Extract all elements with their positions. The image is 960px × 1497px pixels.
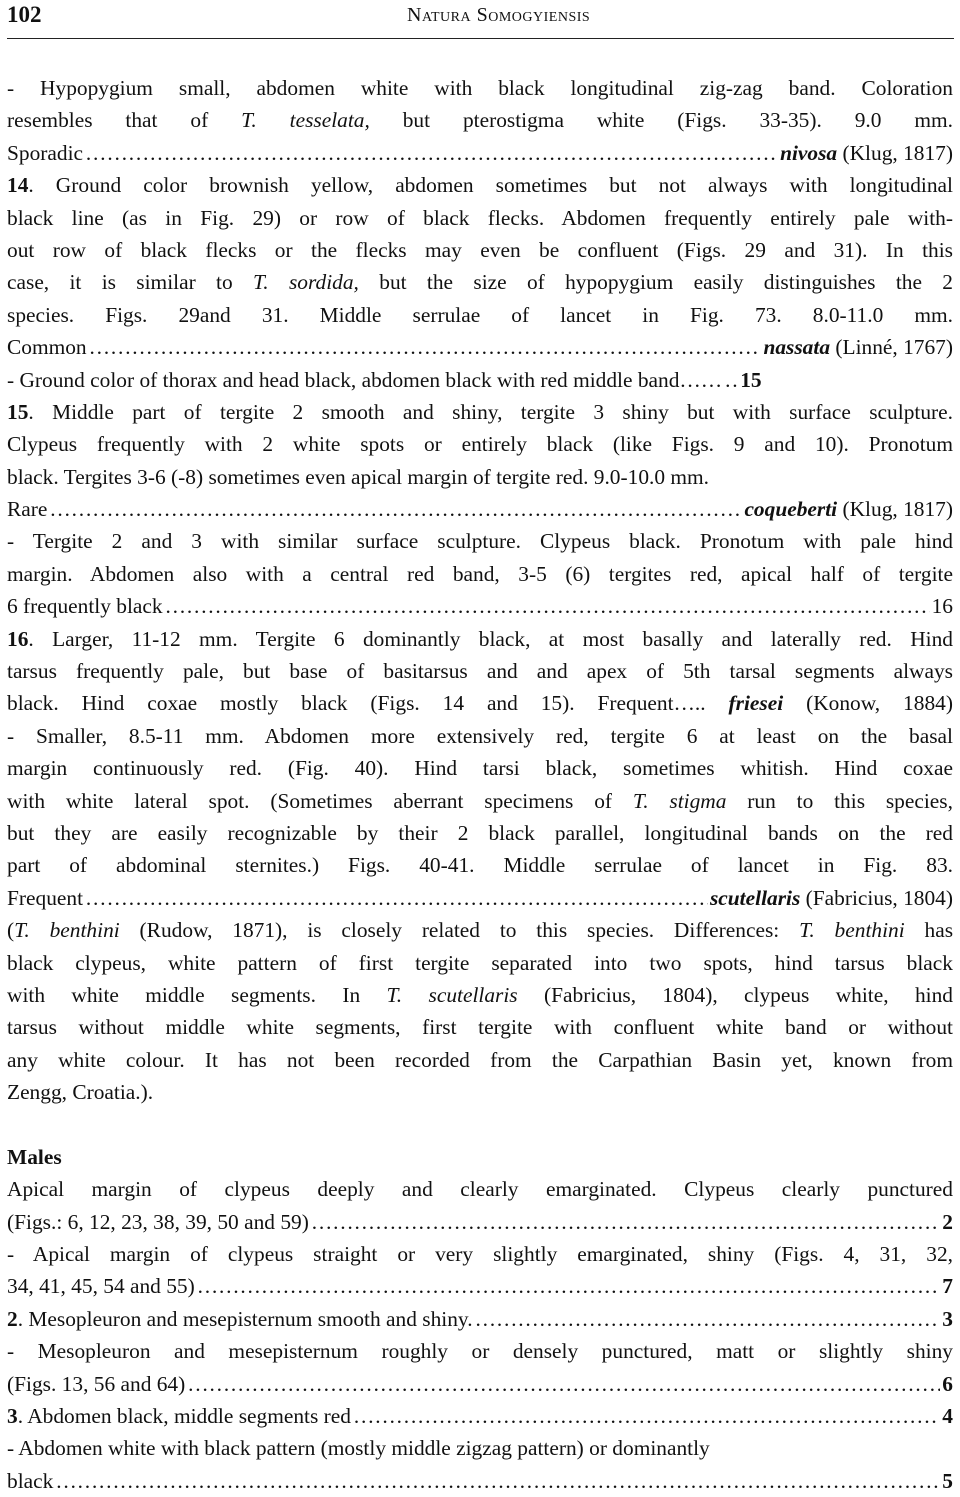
text-line: - Abdomen white with black pattern (mostly middle zigzag pattern) or dominantly [7, 1436, 710, 1461]
text-line: 15. Middle part of tergite 2 smooth and shiny, tergite 3 shiny but with surface sculpture. [7, 399, 953, 424]
text-line: (T. benthini (Rudow, 1871), is closely related to this species. Differences: T. benthini has [7, 918, 953, 943]
key-couplet-line: 3. Abdomen black, middle segments red ………………………………………………………………………………………………………………………………………………………………………………………… 4 [7, 1400, 953, 1432]
text-line: Zengg, Croatia.). [7, 1080, 154, 1105]
key-couplet-line: Rare ………………………………………………………………………………………………………………………………………………………………………………………… coqueberti (Klug, 1817) [7, 493, 953, 525]
text-line: black clypeus, white pattern of first tergite separated into two spots, hind tarsus black [7, 950, 953, 975]
text-line: Clypeus frequently with 2 white spots or entirely black (like Figs. 9 and 10). Pronotum [7, 432, 953, 457]
text-line: black. Hind coxae mostly black (Figs. 14 and 15). Frequent….. friesei (Konow, 1884) [7, 691, 953, 716]
text-line: any white colour. It has not been recorded from the Carpathian Basin yet, known from [7, 1047, 953, 1072]
text-line: out row of black flecks or the flecks may even be confluent (Figs. 29 and 31). In this [7, 237, 953, 262]
text-line: black line (as in Fig. 29) or row of black flecks. Abdomen frequently entirely pale with- [7, 205, 953, 230]
key-couplet-line: Sporadic ………………………………………………………………………………………………………………………………………………………………………………………… nivosa (Klug, 1817) [7, 137, 953, 169]
page-header [7, 0, 954, 39]
text-line: - Smaller, 8.5-11 mm. Abdomen more extensively red, tergite 6 at least on the basal [7, 723, 953, 748]
key-couplet-line: (Figs. 13, 56 and 64) ………………………………………………………………………………………………………………………………………………………………………………………… 6 [7, 1368, 953, 1400]
text-line: tarsus frequently pale, but base of basitarsus and and apex of 5th tarsal segments always [7, 659, 953, 684]
key-couplet-line: - Ground color of thorax and head black, abdomen black with red middle band…… ………………………………………………………………………………………………………………………………………………………………………………………… 15 [7, 364, 953, 396]
text-line: resembles that of T. tesselata, but pterostigma white (Figs. 33-35). 9.0 mm. [7, 108, 953, 133]
text-line: with white lateral spot. (Sometimes aberrant specimens of T. stigma run to this species, [7, 788, 953, 813]
text-line: but they are easily recognizable by their 2 black parallel, longitudinal bands on the red [7, 820, 953, 845]
section-gap [7, 1109, 953, 1141]
key-couplet-line: 2. Mesopleuron and mesepisternum smooth and shiny. ………………………………………………………………………………………………………………………………………………………………………………………… 3 [7, 1303, 953, 1335]
text-line: with white middle segments. In T. scutellaris (Fabricius, 1804), clypeus white, hind [7, 982, 953, 1007]
key-text [7, 72, 953, 1497]
text-line: part of abdominal sternites.) Figs. 40-41. Middle serrulae of lancet in Fig. 83. [7, 853, 953, 878]
text-line: black. Tergites 3-6 (-8) sometimes even apical margin of tergite red. 9.0-10.0 mm. [7, 464, 710, 489]
text-line: 14. Ground color brownish yellow, abdomen sometimes but not always with longitudinal [7, 173, 953, 198]
text-line: margin. Abdomen also with a central red band, 3-5 (6) tergites red, apical half of tergite [7, 561, 953, 586]
journal-title: Natura Somogyiensis [407, 4, 591, 26]
key-couplet-line: (Figs.: 6, 12, 23, 38, 39, 50 and 59) ………………………………………………………………………………………………………………………………………………………………………………………… 2 [7, 1206, 953, 1238]
text-line: - Mesopleuron and mesepisternum roughly or densely punctured, matt or slightly shiny [7, 1339, 953, 1364]
key-couplet-line: Frequent ………………………………………………………………………………………………………………………………………………………………………………………… scutellaris (Fabricius, 1804) [7, 882, 953, 914]
page-number: 102 [7, 2, 42, 27]
text-line: case, it is similar to T. sordida, but the size of hypopygium easily distinguishes the 2 [7, 270, 953, 295]
text-line: 16. Larger, 11-12 mm. Tergite 6 dominantly black, at most basally and laterally red. Hind [7, 626, 953, 651]
text-line: - Apical margin of clypeus straight or very slightly emarginated, shiny (Figs. 4, 31, 32, [7, 1242, 953, 1267]
key-couplet-line: Common ………………………………………………………………………………………………………………………………………………………………………………………… nassata (Linné, 1767) [7, 331, 953, 363]
key-couplet-line: 6 frequently black ………………………………………………………………………………………………………………………………………………………………………………………… 16 [7, 590, 953, 622]
text-line: tarsus without middle white segments, first tergite with confluent white band or without [7, 1015, 953, 1040]
key-couplet-line: black ………………………………………………………………………………………………………………………………………………………………………………………… 5 [7, 1465, 953, 1497]
key-couplet-line: 34, 41, 45, 54 and 55) ………………………………………………………………………………………………………………………………………………………………………………………… 7 [7, 1270, 953, 1302]
text-line: margin continuously red. (Fig. 40). Hind tarsi black, sometimes whitish. Hind coxae [7, 756, 953, 781]
section-heading-males: Males [7, 1144, 62, 1169]
text-line: - Hypopygium small, abdomen white with black longitudinal zig-zag band. Coloration [7, 76, 953, 100]
text-line: species. Figs. 29and 31. Middle serrulae of lancet in Fig. 73. 8.0-11.0 mm. [7, 302, 953, 327]
text-line: Apical margin of clypeus deeply and clearly emarginated. Clypeus clearly punctured [7, 1177, 953, 1202]
text-line: - Tergite 2 and 3 with similar surface sculpture. Clypeus black. Pronotum with pale hind [7, 529, 953, 554]
